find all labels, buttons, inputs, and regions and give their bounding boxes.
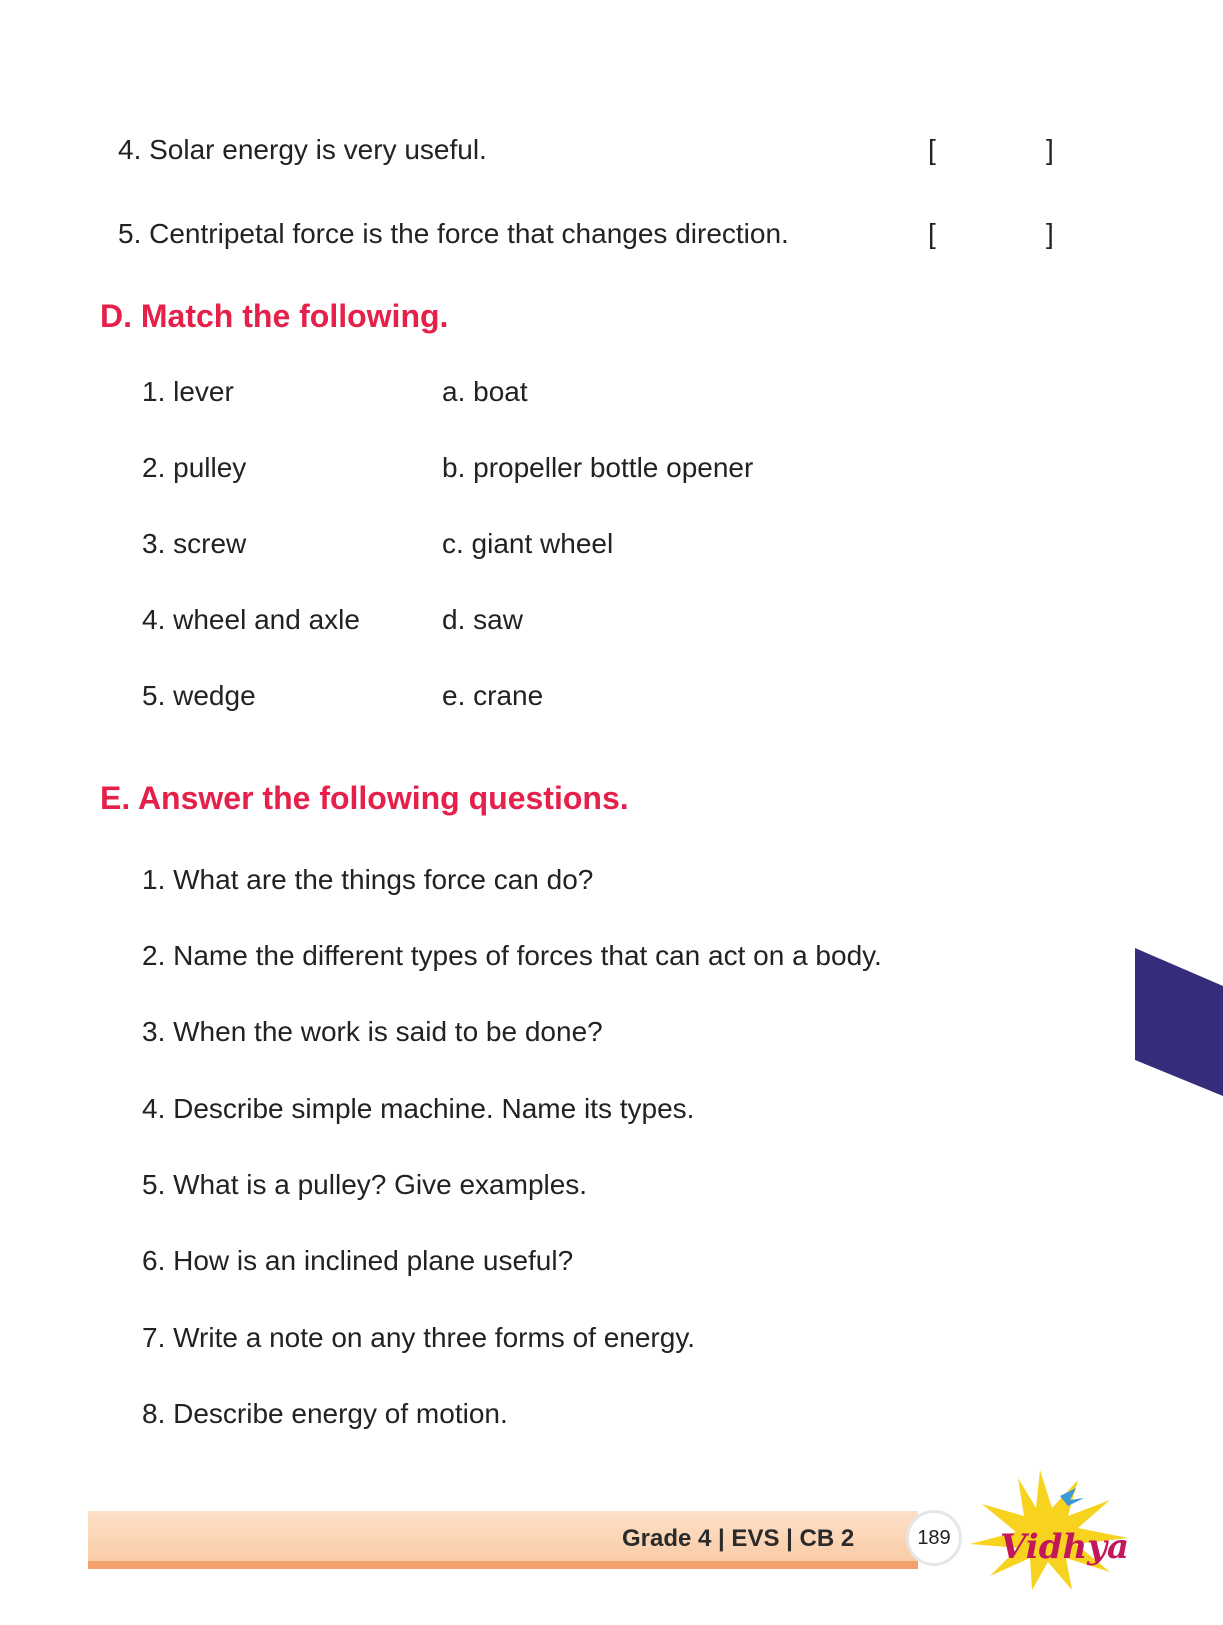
section-d-heading: D. Match the following. (100, 298, 449, 334)
match-left-item: 4. wheel and axle (142, 604, 360, 635)
match-right-item: b. propeller bottle opener (442, 452, 754, 483)
question-item: 3. When the work is said to be done? (142, 1016, 603, 1047)
answer-bracket-open: [ (928, 134, 936, 165)
match-left-item: 1. lever (142, 376, 234, 407)
match-right-item: c. giant wheel (442, 528, 614, 559)
chapter-side-tab (1135, 948, 1223, 1096)
match-right-item: e. crane (442, 680, 544, 711)
match-left-item: 5. wedge (142, 680, 256, 711)
statement-text: 5. Centripetal force is the force that changes direction. (118, 218, 789, 249)
question-item: 6. How is an inclined plane useful? (142, 1245, 574, 1276)
question-item: 7. Write a note on any three forms of energy. (142, 1322, 696, 1353)
footer-stripe (88, 1561, 918, 1569)
statement-text: 4. Solar energy is very useful. (118, 134, 487, 165)
answer-bracket-open: [ (928, 218, 936, 249)
vidhya-logo (960, 1470, 1130, 1590)
match-right-item: d. saw (442, 604, 523, 635)
match-left-item: 3. screw (142, 528, 247, 559)
question-item: 4. Describe simple machine. Name its types. (142, 1093, 695, 1124)
question-item: 1. What are the things force can do? (142, 864, 594, 895)
section-e-heading: E. Answer the following questions. (100, 780, 629, 816)
match-right-item: a. boat (442, 376, 528, 407)
footer-label: Grade 4 | EVS | CB 2 (622, 1525, 855, 1552)
question-item: 5. What is a pulley? Give examples. (142, 1169, 588, 1200)
answer-bracket-close: ] (1046, 134, 1054, 165)
question-item: 2. Name the different types of forces that can act on a body. (142, 940, 882, 971)
question-item: 8. Describe energy of motion. (142, 1398, 508, 1429)
answer-bracket-close: ] (1046, 218, 1054, 249)
page-number-badge (906, 1510, 962, 1566)
logo-text: Vidhya (1000, 1527, 1129, 1567)
match-left-item: 2. pulley (142, 452, 247, 483)
page-number: 189 (917, 1526, 951, 1549)
